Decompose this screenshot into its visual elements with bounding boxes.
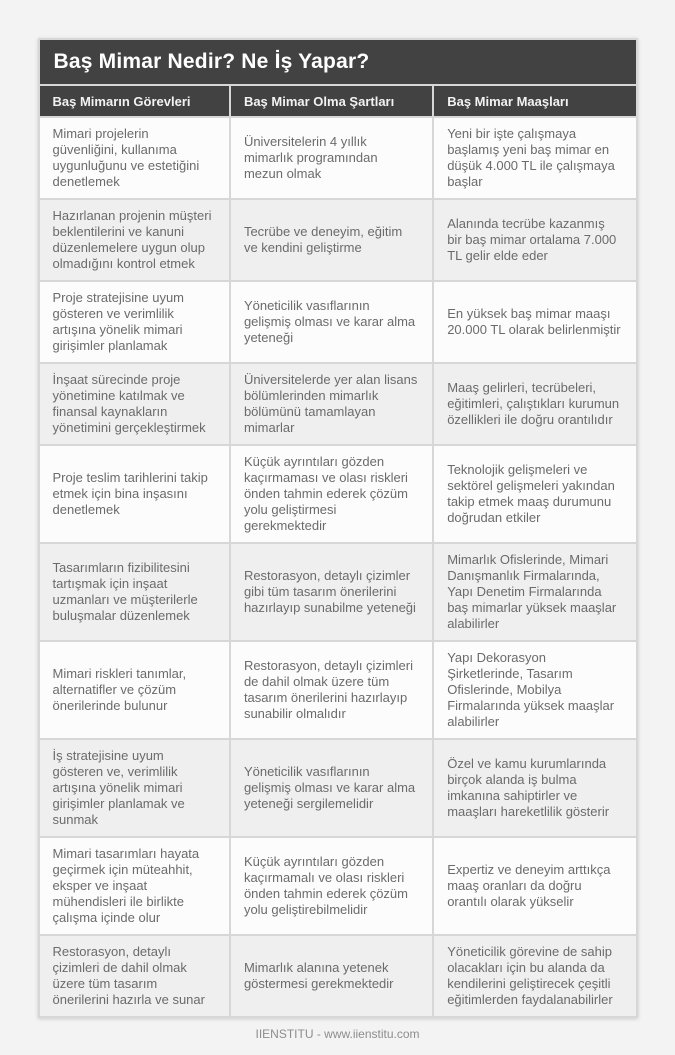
column-header-gorevleri: Baş Mimarın Görevleri <box>40 86 229 116</box>
table-row <box>40 838 636 934</box>
table-row <box>40 200 636 280</box>
table-body <box>40 118 636 1016</box>
table-cell: Restorasyon, detaylı çizimleri de dahil olmak üzere tüm tasarım önerilerini hazırla ve sunar <box>40 936 229 1016</box>
column-header-row <box>40 86 636 116</box>
title-row <box>40 40 636 84</box>
table-row <box>40 282 636 362</box>
table-cell: Restorasyon, detaylı çizimler gibi tüm tasarım önerilerini hazırlayıp sunabilme yeteneği <box>231 544 432 640</box>
footer-credit: IIENSTITU - www.iienstitu.com <box>255 1027 420 1041</box>
table-cell: Proje stratejisine uyum gösteren ve verimlilik artışına yönelik mimari girişimler planlamak <box>40 282 229 362</box>
table-row <box>40 118 636 198</box>
table-cell: Üniversitelerin 4 yıllık mimarlık programından mezun olmak <box>231 118 432 198</box>
column-header-olma-sartlari: Baş Mimar Olma Şartları <box>231 86 432 116</box>
table-cell: Yeni bir işte çalışmaya başlamış yeni baş mimar en düşük 4.000 TL ile çalışmaya başlar <box>434 118 635 198</box>
table-cell: En yüksek baş mimar maaşı 20.000 TL olarak belirlenmiştir <box>434 282 635 362</box>
table-row <box>40 740 636 836</box>
table-cell: Mimarlık Ofislerinde, Mimari Danışmanlık Firmalarında, Yapı Denetim Firmalarında baş mimarlar yüksek maaşlar alabilirler <box>434 544 635 640</box>
table-row <box>40 364 636 444</box>
table-cell: Küçük ayrıntıları gözden kaçırmamalı ve olası riskleri önden tahmin ederek çözüm yolu geliştirebilmelidir <box>231 838 432 934</box>
table-cell: Maaş gelirleri, tecrübeleri, eğitimleri, çalıştıkları kurumun özellikleri ile doğru orantılıdır <box>434 364 635 444</box>
table-cell: Yöneticilik vasıflarının gelişmiş olması ve karar alma yeteneği <box>231 282 432 362</box>
info-card <box>38 38 638 1055</box>
table-cell: Tasarımların fizibilitesini tartışmak için inşaat uzmanları ve müşterilerle buluşmalar düzenlemek <box>40 544 229 640</box>
bas-mimar-table <box>38 38 638 1018</box>
table-cell: Yapı Dekorasyon Şirketlerinde, Tasarım Ofislerinde, Mobilya Firmalarında yüksek maaşlar alabilirler <box>434 642 635 738</box>
table-cell: Tecrübe ve deneyim, eğitim ve kendini geliştirme <box>231 200 432 280</box>
table-cell: İnşaat sürecinde proje yönetimine katılmak ve finansal kaynakların yönetimini gerçekleştirmek <box>40 364 229 444</box>
table-row <box>40 936 636 1016</box>
table-cell: Alanında tecrübe kazanmış bir baş mimar ortalama 7.000 TL gelir elde eder <box>434 200 635 280</box>
table-cell: Proje teslim tarihlerini takip etmek için bina inşasını denetlemek <box>40 446 229 542</box>
table-cell: Mimari riskleri tanımlar, alternatifler ve çözüm önerilerinde bulunur <box>40 642 229 738</box>
table-row <box>40 642 636 738</box>
table-row <box>40 446 636 542</box>
column-header-maaslari: Baş Mimar Maaşları <box>434 86 635 116</box>
table-cell: Yöneticilik vasıflarının gelişmiş olması ve karar alma yeteneği sergilemelidir <box>231 740 432 836</box>
table-cell: Restorasyon, detaylı çizimleri de dahil olmak üzere tüm tasarım önerilerini hazırlayıp sunabilir olmalıdır <box>231 642 432 738</box>
table-cell: Expertiz ve deneyim arttıkça maaş oranları da doğru orantılı olarak yükselir <box>434 838 635 934</box>
table-cell: Yöneticilik görevine de sahip olacakları için bu alanda da kendilerini geliştirecek çeşitli eğitimlerden faydalanabilirler <box>434 936 635 1016</box>
table-cell: Teknolojik gelişmeleri ve sektörel gelişmeleri yakından takip etmek maaş durumunu doğrudan etkiler <box>434 446 635 542</box>
table-cell: Mimari tasarımları hayata geçirmek için müteahhit, eksper ve inşaat mühendisleri ile birlikte çalışma içinde olur <box>40 838 229 934</box>
table-cell: Mimari projelerin güvenliğini, kullanıma uygunluğunu ve estetiğini denetlemek <box>40 118 229 198</box>
table-cell: Hazırlanan projenin müşteri beklentilerini ve kanuni düzenlemelere uygun olup olmadığını kontrol etmek <box>40 200 229 280</box>
table-cell: Özel ve kamu kurumlarında birçok alanda iş bulma imkanına sahiptirler ve maaşları hareketlilik gösterir <box>434 740 635 836</box>
table-row <box>40 544 636 640</box>
table-cell: Mimarlık alanına yetenek göstermesi gerekmektedir <box>231 936 432 1016</box>
table-cell: Küçük ayrıntıları gözden kaçırmaması ve olası riskleri önden tahmin ederek çözüm yolu geliştirmesi gerekmektedir <box>231 446 432 542</box>
page-title: Baş Mimar Nedir? Ne İş Yapar? <box>40 40 636 84</box>
table-cell: Üniversitelerde yer alan lisans bölümlerinden mimarlık bölümünü tamamlayan mimarlar <box>231 364 432 444</box>
table-cell: İş stratejisine uyum gösteren ve, verimlilik artışına yönelik mimari girişimler planlamak ve sunmak <box>40 740 229 836</box>
